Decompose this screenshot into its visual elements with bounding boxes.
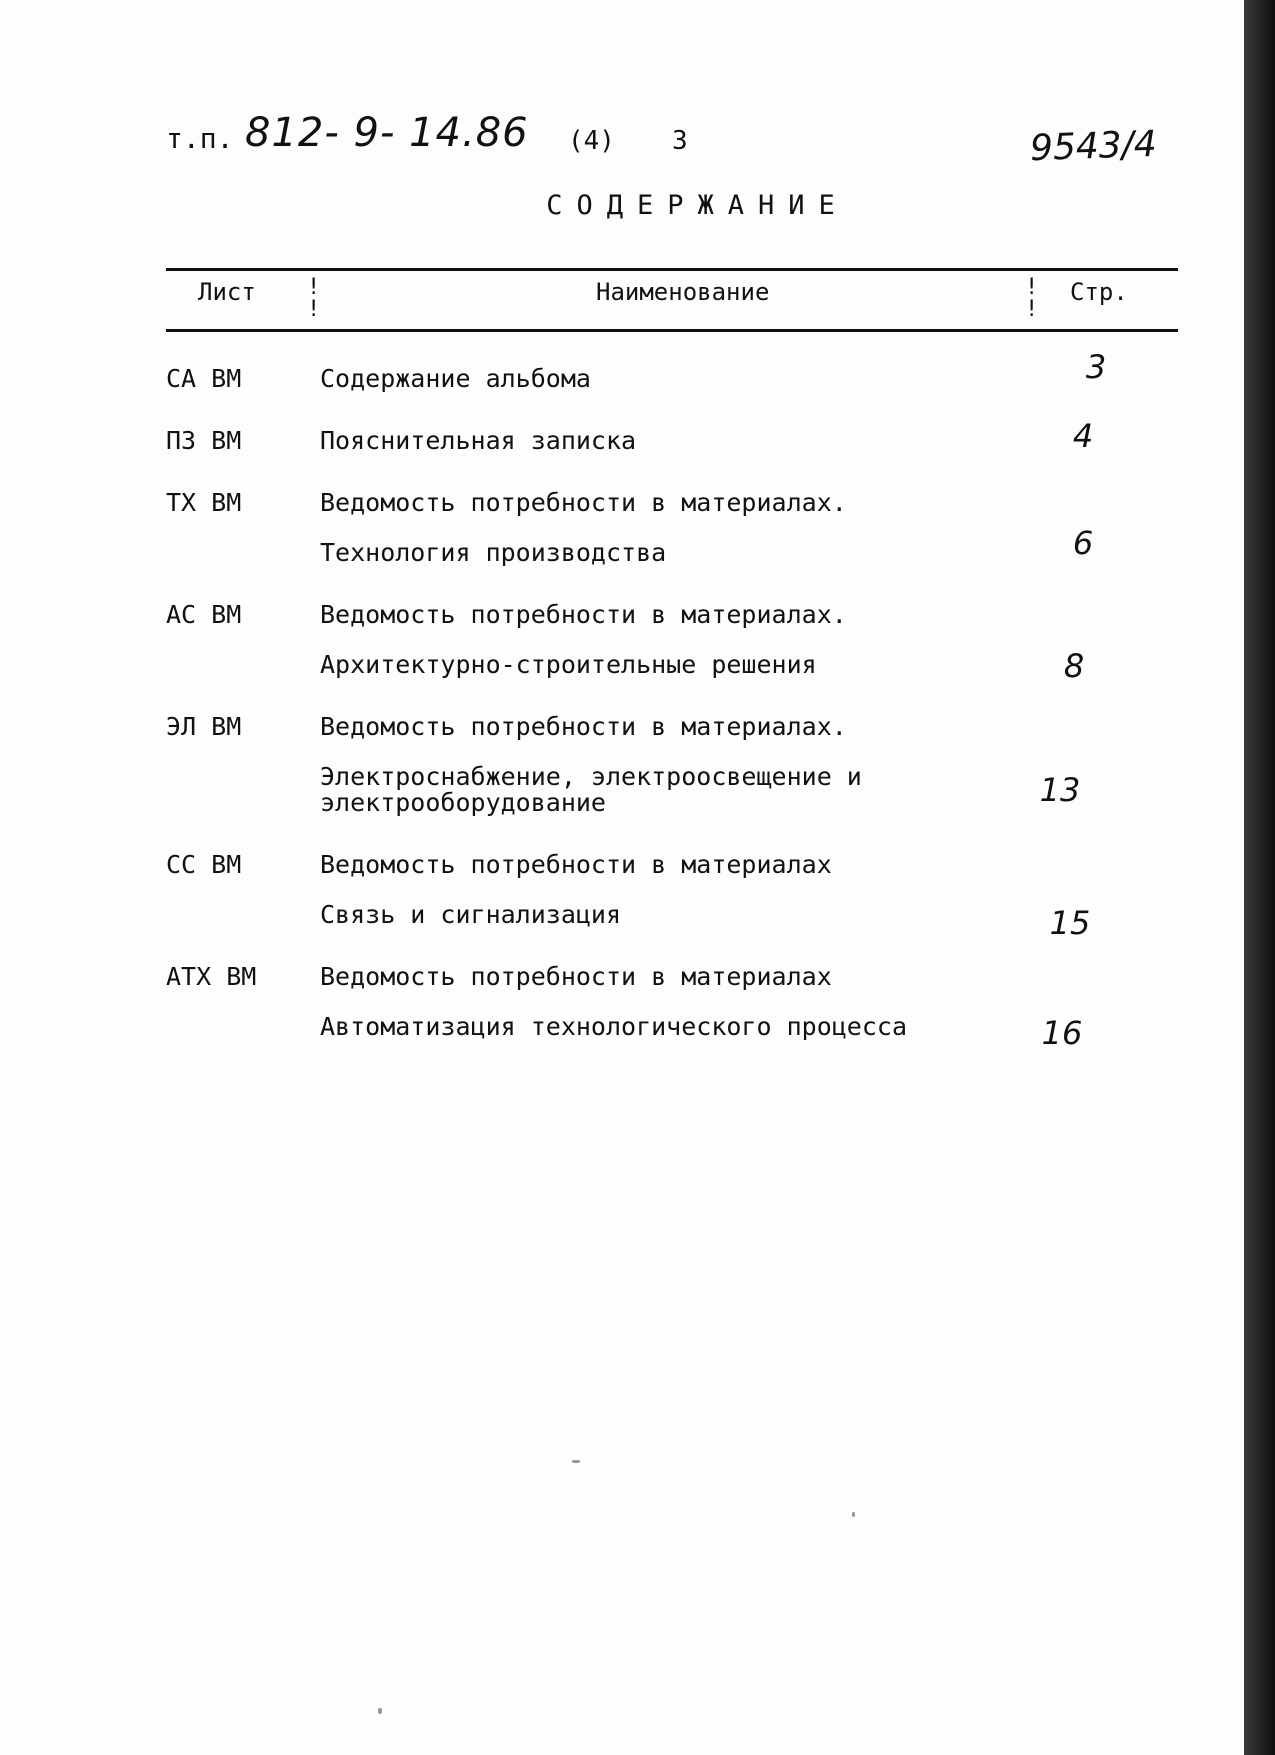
entry-subtitle: Архитектурно-строительные решения bbox=[320, 650, 817, 679]
entry-title: Пояснительная записка bbox=[320, 426, 637, 455]
entry-page: 6 bbox=[1072, 524, 1094, 562]
issue-number: (4) bbox=[568, 126, 615, 156]
entry-code: ТХ ВМ bbox=[166, 488, 242, 517]
entry-code: ПЗ ВМ bbox=[166, 426, 242, 455]
page-title: СОДЕРЖАНИЕ bbox=[546, 190, 849, 221]
column-separator: ! ! bbox=[1025, 275, 1039, 322]
entry-title: Ведомость потребности в материалах. bbox=[320, 488, 847, 517]
entry-subtitle: Электроснабжение, электроосвещение и электрооборудование bbox=[320, 762, 862, 817]
scan-speck bbox=[572, 1460, 580, 1463]
entry-title: Ведомость потребности в материалах bbox=[320, 850, 832, 879]
scan-border bbox=[1244, 0, 1275, 1755]
entry-code: АС ВМ bbox=[166, 600, 242, 629]
entry-title: Ведомость потребности в материалах bbox=[320, 962, 832, 991]
column-header-sheet: Лист bbox=[198, 278, 256, 306]
entry-title: Ведомость потребности в материалах. bbox=[320, 712, 847, 741]
entry-code: СС ВМ bbox=[166, 850, 242, 879]
entry-title: Ведомость потребности в материалах. bbox=[320, 600, 847, 629]
entry-code: ЭЛ ВМ bbox=[166, 712, 242, 741]
scan-speck bbox=[378, 1708, 382, 1714]
entry-subtitle: Связь и сигнализация bbox=[320, 900, 622, 929]
entry-code: СА ВМ bbox=[166, 364, 242, 393]
column-separator: ! ! bbox=[307, 275, 321, 322]
entry-page: 15 bbox=[1049, 904, 1091, 942]
entry-page: 8 bbox=[1063, 647, 1085, 685]
scan-speck bbox=[852, 1512, 855, 1517]
column-header-page: Стр. bbox=[1070, 278, 1128, 306]
entry-subtitle: Технология производства bbox=[320, 538, 667, 567]
entry-code: АТХ ВМ bbox=[166, 962, 257, 991]
table-top-rule bbox=[166, 268, 1178, 271]
entry-page: 4 bbox=[1072, 417, 1094, 455]
entry-title: Содержание альбома bbox=[320, 364, 591, 393]
entry-page: 13 bbox=[1039, 771, 1081, 809]
page-number: 3 bbox=[672, 126, 688, 156]
doc-prefix: т.п. bbox=[166, 122, 234, 155]
entry-page: 16 bbox=[1041, 1014, 1083, 1052]
archive-code: 9543/4 bbox=[1029, 123, 1158, 170]
entry-page: 3 bbox=[1085, 348, 1107, 386]
doc-number: 812- 9- 14.86 bbox=[245, 110, 529, 156]
table-header-rule bbox=[166, 329, 1178, 332]
column-header-name: Наименование bbox=[596, 278, 770, 306]
entry-subtitle: Автоматизация технологического процесса bbox=[320, 1012, 907, 1041]
